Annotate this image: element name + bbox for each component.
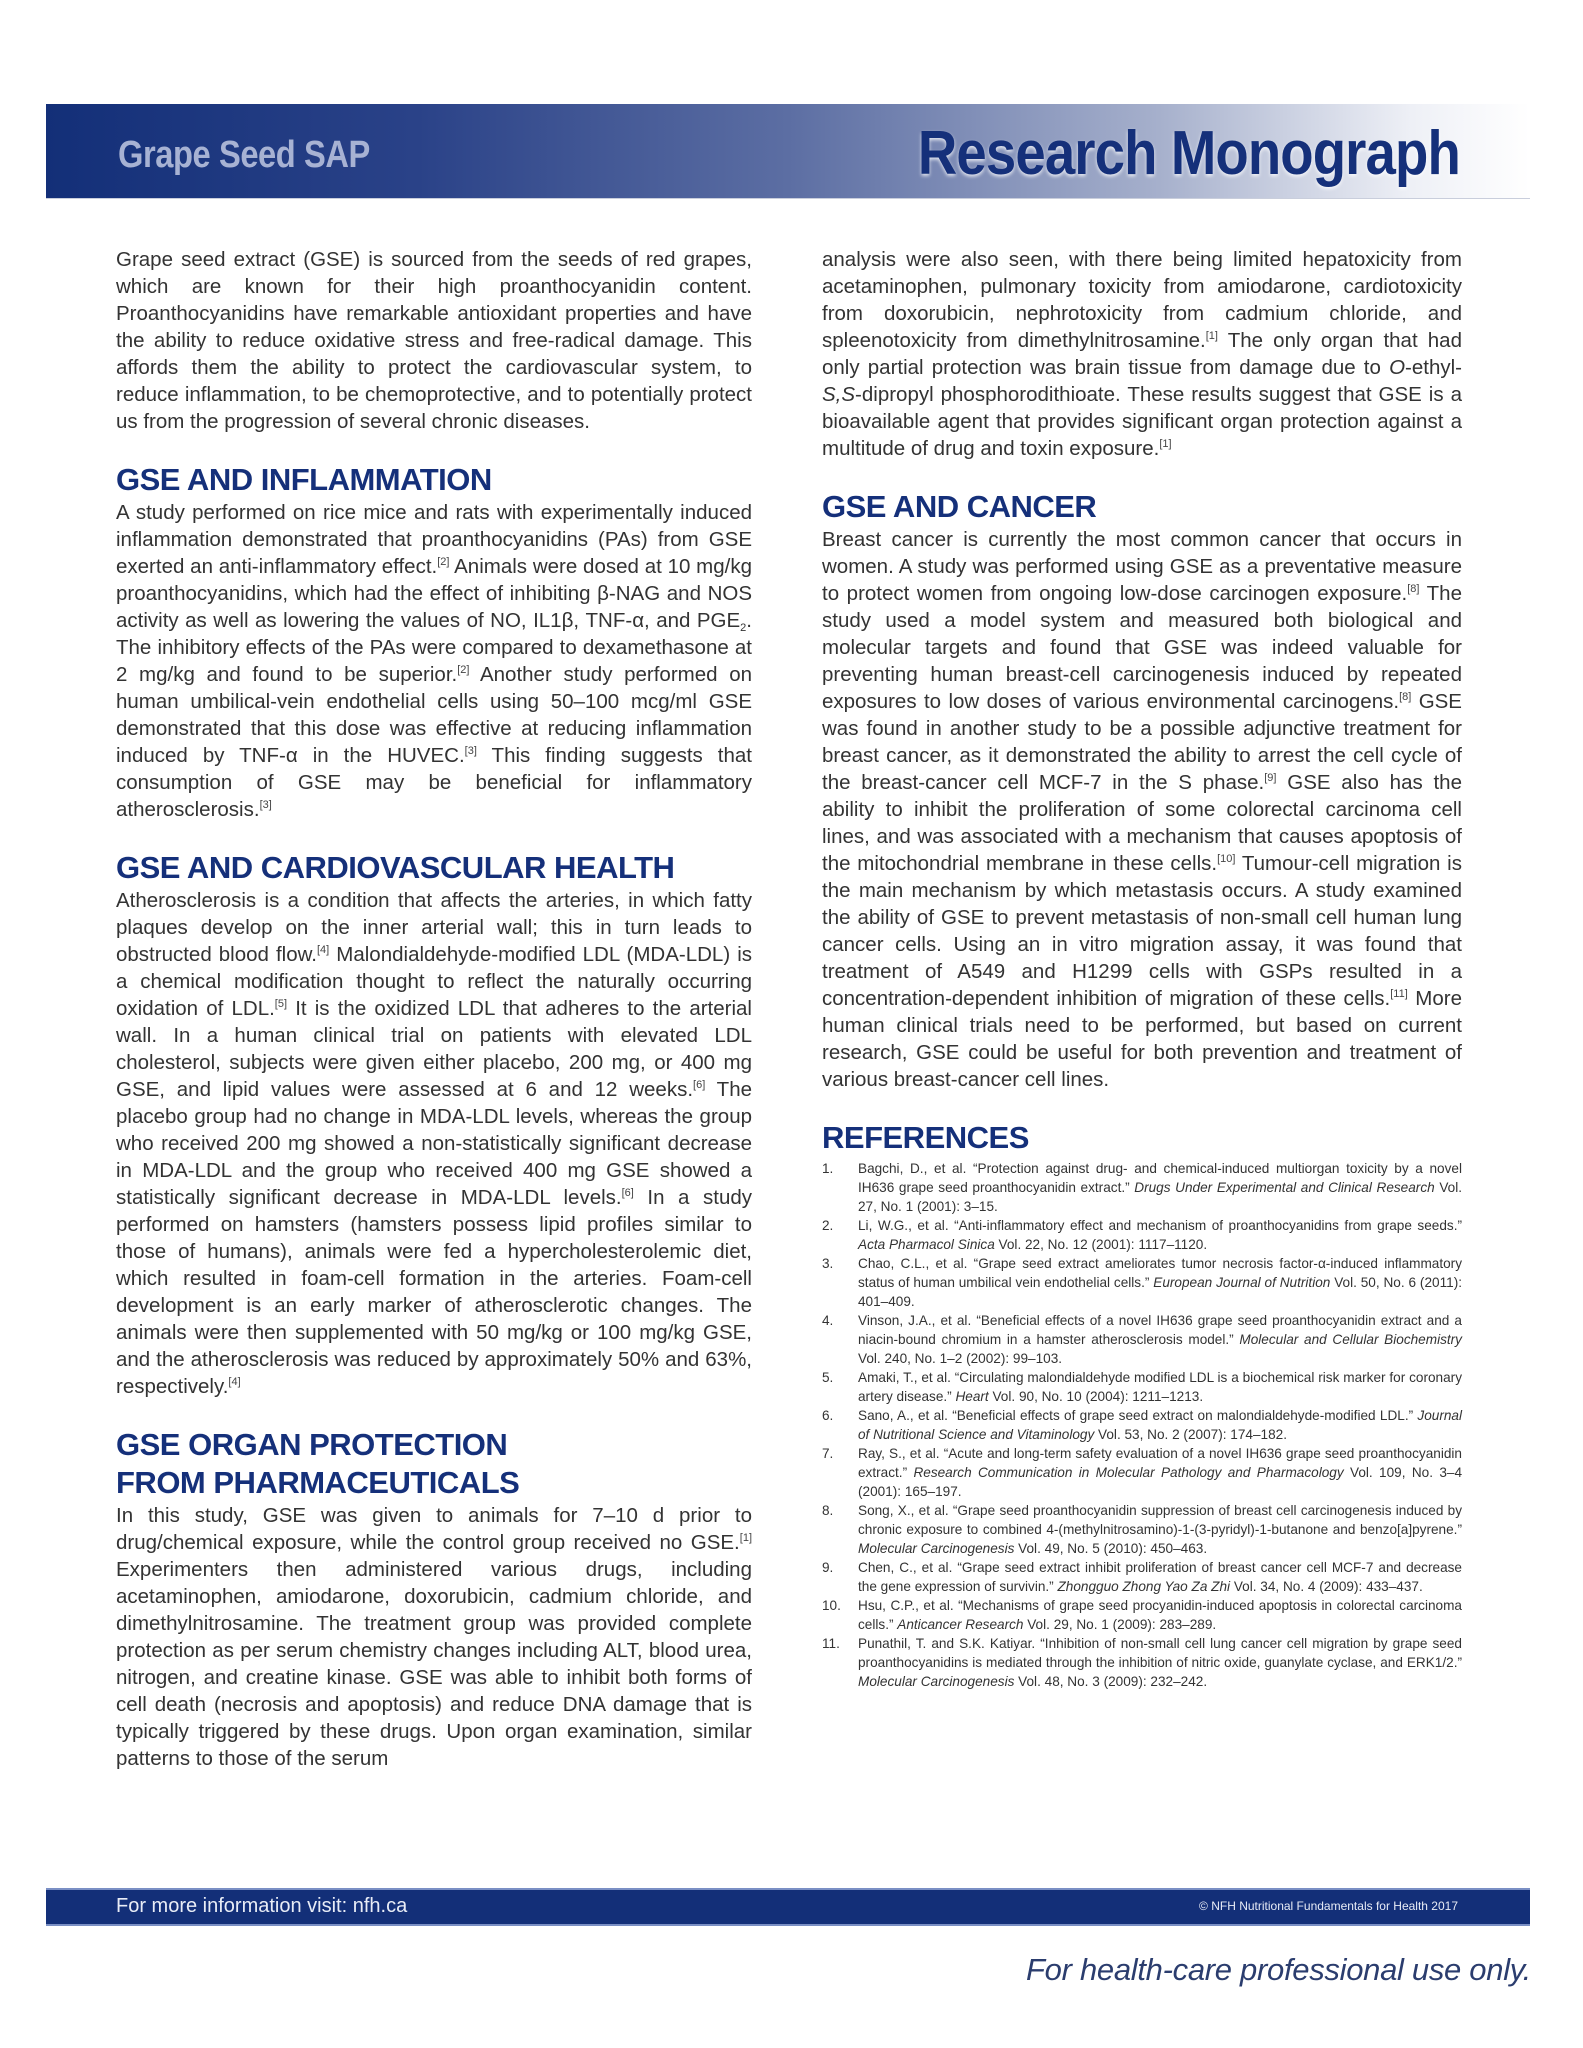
citation: [8] [1407,583,1420,595]
footer-banner [46,1888,1530,1926]
cardiovascular-paragraph: Atherosclerosis is a condition that affects the arteries, in which fatty plaques develop on the inner arterial wall; this in turn leads to obstructed blood flow.[4] Malondialdehyde-modified LDL (MDA-LDL) is a chemical modification thought to reflect the naturally occurring oxidation of LDL.[5] It is the oxidized LDL that adheres to the arterial wall. In a human clinical trial on patients with elevated LDL cholesterol, subjects were given either placebo, 200 mg, or 400 mg GSE, and lipid values were assessed at 6 and 12 weeks.[6] The placebo group had no change in MDA-LDL levels, whereas the group who received 200 mg showed a non-statistically significant decrease in MDA-LDL and the group who received 400 mg GSE showed a statistically significant decrease in MDA-LDL levels.[6] In a study performed on hamsters (hamsters possess lipid profiles similar to those of humans), animals were fed a hypercholesterolemic diet, which resulted in foam-cell formation in the arteries. Foam-cell development is an early marker of atherosclerotic changes. The animals were then supplemented with 50 mg/kg or 100 mg/kg GSE, and the atherosclerosis was reduced by approximately 50% and 63%, respectively.[4] [116,889,753,1398]
more-info-link[interactable]: For more information visit: nfh.ca [116,1895,408,1917]
reference-item: 3. Chao, C.L., et al. “Grape seed extract ameliorates tumor necrosis factor-α-induced inflammatory status of human umbilical vein endothelial cells.” European Journal of Nutrition Vol. 50, No. 6 (2011): 401–409. [822,1256,1462,1309]
citation: [1] [1159,438,1172,450]
product-name: Grape Seed SAP [118,134,370,176]
citation: [1] [739,1532,752,1544]
reference-item: 8. Song, X., et al. “Grape seed proanthocyanidin suppression of breast cell carcinogenesis induced by chronic exposure to combined 4-(methylnitrosamino)-1-(3-pyridyl)-1-butanone and benzo[a]pyrene.” Molecular Carcinogenesis Vol. 49, No. 5 (2010): 450–463. [822,1503,1462,1556]
header-banner [46,104,1530,198]
organ-continued-lead: analysis were also seen, with there being limited hepatoxicity from acetaminophen, pulmonary toxicity from amiodarone, cardiotoxicity from doxorubicin, nephrotoxicity from cadmium chloride, and spleenotoxicity from dimethylnitrosamine. [822,248,1462,352]
cancer-paragraph: Breast cancer is currently the most common cancer that occurs in women. A study was performed using GSE as a preventative measure to protect women from ongoing low-dose carcinogen exposure.[8] The study used a model system and measured both biological and molecular targets and found that GSE was indeed valuable for preventing human breast-cell carcinogenesis induced by repeated exposures to low doses of various environmental carcinogens.[8] GSE was found in another study to be a possible adjunctive treatment for breast cancer, as it demonstrated the ability to arrest the cell cycle of the breast-cancer cell MCF-7 in the S phase.[9] GSE also has the ability to inhibit the proliferation of some colorectal carcinoma cell lines, and was associated with a mechanism that causes apoptosis of the mitochondrial membrane in these cells.[10] Tumour-cell migration is the main mechanism by which metastasis occurs. A study examined the ability of GSE to prevent metastasis of non-small cell human lung cancer cells. Using an in vitro migration assay, it was found that treatment of A549 and H1299 cells with GSPs resulted in a concentration-dependent inhibition of migration of these cells.[11] More human clinical trials need to be performed, but based on current research, GSE could be useful for both prevention and treatment of various breast-cancer cell lines. [822,528,1462,1091]
citation: [4] [317,944,330,956]
reference-item: 9. Chen, C., et al. “Grape seed extract inhibit proliferation of breast cancer cell MCF-7 and decrease the gene expression of survivin.” Zhongguo Zhong Yao Za Zhi Vol. 34, No. 4 (2009): 433–437. [822,1560,1462,1594]
document-type-title: Research Monograph [918,119,1460,188]
left-column [116,246,752,1772]
citation: [6] [693,1079,706,1091]
reference-item: 11. Punathil, T. and S.K. Katiyar. “Inhibition of non-small cell lung cancer cell migration by grape seed proanthocyanidins is mediated through the inhibition of nitric oxide, guanylate cyclase, and ERK1/2.” Molecular Carcinogenesis Vol. 48, No. 3 (2009): 232–242. [822,1636,1462,1689]
copyright-notice: © NFH Nutritional Fundamentals for Health 2017 [1199,1899,1458,1913]
reference-item: 10. Hsu, C.P., et al. “Mechanisms of grape seed procyanidin-induced apoptosis in colorectal carcinoma cells.” Anticancer Research Vol. 29, No. 1 (2009): 283–289. [822,1598,1462,1632]
citation: [3] [259,799,272,811]
citation: [10] [1217,853,1236,865]
citation: [5] [274,998,288,1010]
reference-item: 6. Sano, A., et al. “Beneficial effects of grape seed extract on malondialdehyde-modified LDL.” Journal of Nutritional Science and Vitaminology Vol. 53, No. 2 (2007): 174–182. [822,1408,1462,1442]
citation: [3] [464,745,477,757]
citation: [2] [437,556,450,568]
citation: [9] [1264,772,1277,784]
organ-protection-continued: analysis were also seen, with there being limited hepatoxicity from acetaminophen, pulmonary toxicity from amiodarone, cardiotoxicity from doxorubicin, nephrotoxicity from cadmium chloride, and spleenotoxicity from dimethylnitrosamine.[1] The only organ that had only partial protection was brain tissue from damage due to O-ethyl-S,S-dipropyl phosphorodithioate. These results suggest that GSE is a bioavailable agent that provides significant organ protection against a multitude of drug and toxin exposure.[1] [822,248,1462,460]
right-column [822,246,1462,1691]
citation: [1] [1205,330,1218,342]
reference-item: 7. Ray, S., et al. “Acute and long-term safety evaluation of a novel IH636 grape seed proanthocyanidin extract.” Research Communication in Molecular Pathology and Pharmacology Vol. 109, No. 3–4 (2001): 165–197. [822,1446,1463,1499]
references-list [822,1159,1462,1691]
section-heading-cardiovascular: GSE AND CARDIOVASCULAR HEALTH [116,850,675,885]
citation: [6] [621,1187,634,1199]
inflammation-paragraph: A study performed on rice mice and rats with experimentally induced inflammation demonstrated that proanthocyanidins (PAs) from GSE exerted an anti-inflammatory effect.[2] Animals were dosed at 10 mg/kg proanthocyanidins, which had the effect of inhibiting β-NAG and NOS activity as well as lowering the values of NO, IL1β, TNF-α, and $PGE_2$. The inhibitory effects of the PAs were compared to dexamethasone at 2 mg/kg and found to be superior.[2] Another study performed on human umbilical-vein endothelial cells using 50–100 mcg/ml GSE demonstrated that this dose was effective at reducing inflammation induced by TNF-α in the HUVEC.[3] This finding suggests that consumption of GSE may be beneficial for inflammatory atherosclerosis.[3] [116,501,752,821]
organ-protection-paragraph: In this study, GSE was given to animals for 7–10 d prior to drug/chemical exposure, while the control group received no GSE.[1] Experimenters then administered various drugs, including acetaminophen, amiodarone, doxorubicin, cadmium chloride, and dimethylnitrosamine. The treatment group was provided complete protection as per serum chemistry changes including ALT, blood urea, nitrogen, and creatine kinase. GSE was able to inhibit both forms of cell death (necrosis and apoptosis) and reduce DNA damage that is typically triggered by these drugs. Upon organ examination, similar patterns to those of the serum [116,1504,752,1770]
section-heading-organ-protection: GSE ORGAN PROTECTION FROM PHARMACEUTICALS [116,1427,520,1500]
reference-item: 4. Vinson, J.A., et al. “Beneficial effects of a novel IH636 grape seed proanthocyanidin extract and a niacin-bound chromium in a hamster atherosclerosis model.” Molecular and Cellular Biochemistry Vol. 240, No. 1–2 (2002): 99–103. [822,1313,1462,1366]
section-heading-inflammation: GSE AND INFLAMMATION [116,462,492,497]
reference-item: 1. Bagchi, D., et al. “Protection against drug- and chemical-induced multiorgan toxicity by a novel IH636 grape seed proanthocyanidin extract.” Drugs Under Experimental and Clinical Research Vol. 27, No. 1 (2001): 3–15. [822,1161,1463,1214]
reference-item: 5. Amaki, T., et al. “Circulating malondialdehyde modified LDL is a biochemical risk marker for coronary artery disease.” Heart Vol. 90, No. 10 (2004): 1211–1213. [822,1370,1462,1404]
citation: [11] [1390,988,1408,1000]
professional-use-disclaimer: For health-care professional use only. [1026,1952,1531,1987]
citation: [4] [228,1376,241,1388]
intro-paragraph: Grape seed extract (GSE) is sourced from the seeds of red grapes, which are known for their high proanthocyanidin content. Proanthocyanidins have remarkable antioxidant properties and have the ability to reduce oxidative stress and free-radical damage. This affords them the ability to protect the cardiovascular system, to reduce inflammation, to be chemoprotective, and to potentially protect us from the progression of several chronic diseases. [116,248,752,433]
section-heading-cancer: GSE AND CANCER [822,489,1097,524]
citation: [2] [457,664,470,676]
reference-item: 2. Li, W.G., et al. “Anti-inflammatory effect and mechanism of proanthocyanidins from grape seeds.” Acta Pharmacol Sinica Vol. 22, No. 12 (2001): 1117–1120. [822,1218,1462,1252]
citation: [8] [1399,691,1412,703]
references-heading: REFERENCES [822,1120,1029,1155]
